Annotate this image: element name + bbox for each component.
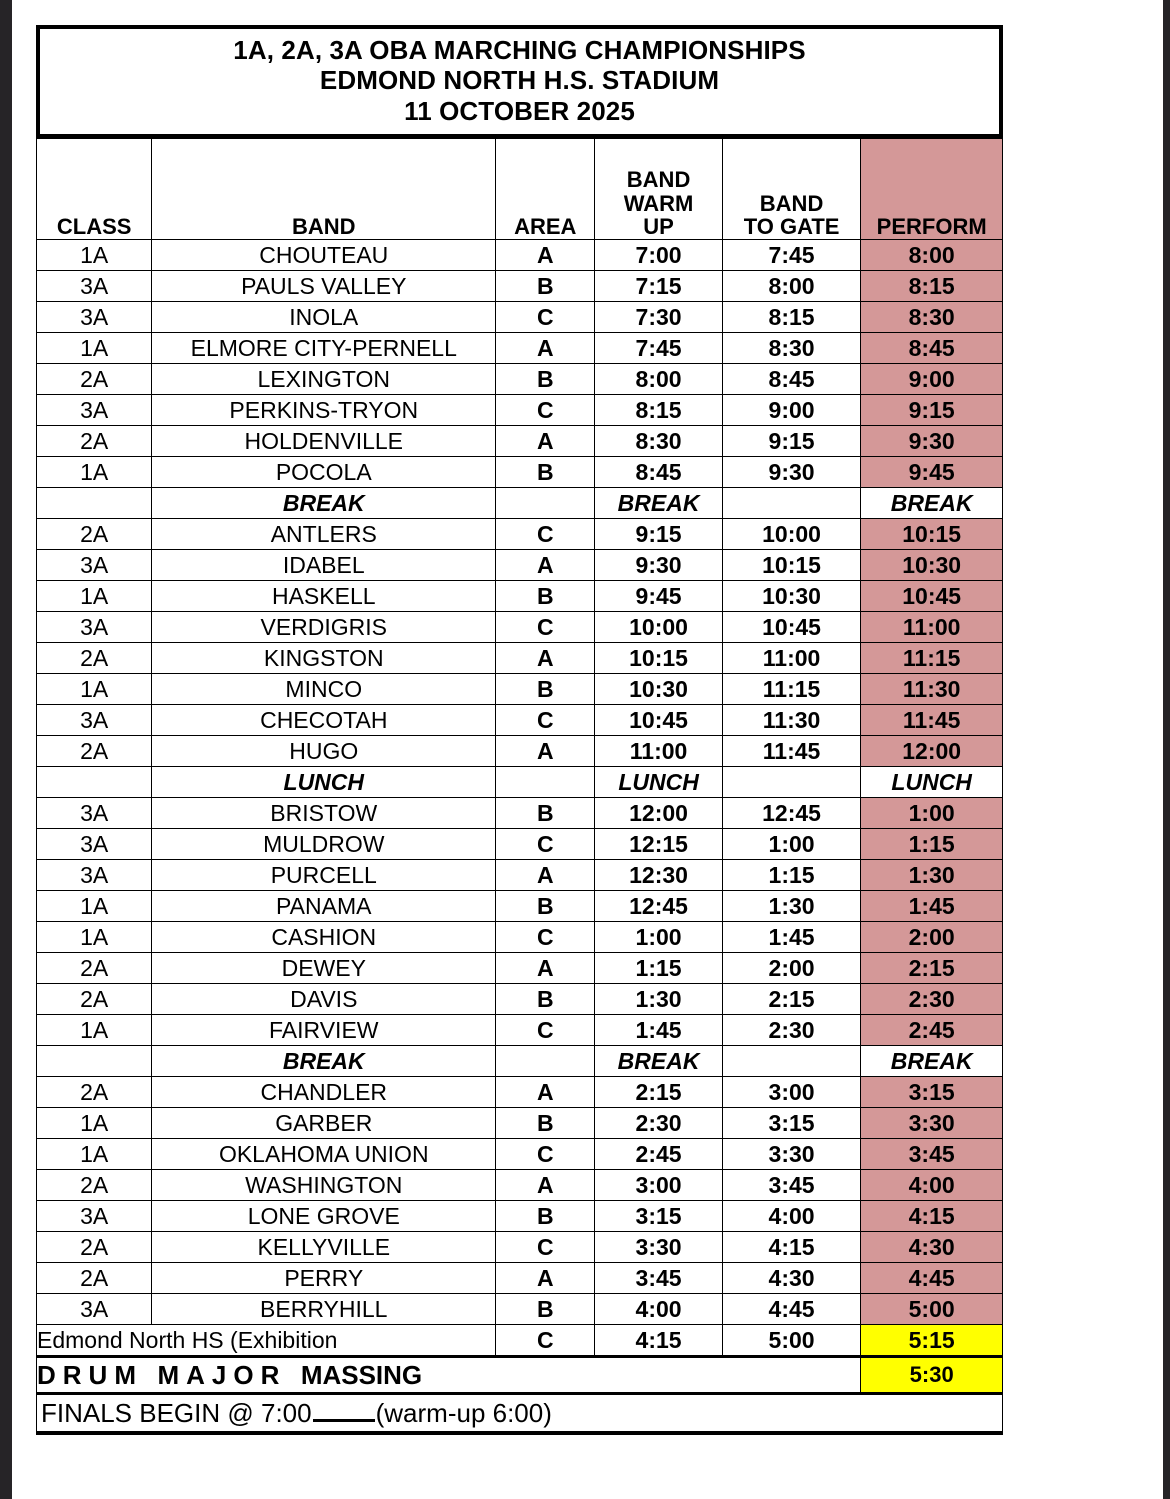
header-area: AREA xyxy=(496,139,595,240)
row-band: POCOLA xyxy=(152,457,496,488)
row-warm-up: 7:00 xyxy=(595,240,722,271)
row-warm-up: 2:45 xyxy=(595,1139,722,1170)
exhibition-to-gate: 5:00 xyxy=(722,1325,861,1357)
table-row xyxy=(37,1263,1003,1294)
header-band-warm-up xyxy=(595,139,722,240)
row-perform: 10:15 xyxy=(861,519,1003,550)
row-warm-up: 7:15 xyxy=(595,271,722,302)
row-class: 2A xyxy=(37,426,152,457)
row-perform: 4:30 xyxy=(861,1232,1003,1263)
row-to-gate: 8:15 xyxy=(722,302,861,333)
row-area: C xyxy=(496,1015,595,1046)
row-warm-up: 3:30 xyxy=(595,1232,722,1263)
row-class: 3A xyxy=(37,1201,152,1232)
row-to-gate xyxy=(722,1046,861,1077)
row-area: C xyxy=(496,395,595,426)
row-warm-up: 3:45 xyxy=(595,1263,722,1294)
row-to-gate: 11:45 xyxy=(722,736,861,767)
row-to-gate: 10:45 xyxy=(722,612,861,643)
row-area xyxy=(496,767,595,798)
row-warm-up: 11:00 xyxy=(595,736,722,767)
row-band: BREAK xyxy=(152,488,496,519)
row-class: 3A xyxy=(37,705,152,736)
row-class: 3A xyxy=(37,860,152,891)
table-row xyxy=(37,674,1003,705)
header-band-to-gate xyxy=(722,139,861,240)
row-class: 1A xyxy=(37,240,152,271)
table-row xyxy=(37,953,1003,984)
row-to-gate: 11:00 xyxy=(722,643,861,674)
row-area: B xyxy=(496,798,595,829)
row-perform: 9:00 xyxy=(861,364,1003,395)
row-warm-up: 12:30 xyxy=(595,860,722,891)
row-area: B xyxy=(496,364,595,395)
row-area: A xyxy=(496,240,595,271)
massing-time: 5:30 xyxy=(861,1357,1003,1394)
row-band: LUNCH xyxy=(152,767,496,798)
table-row xyxy=(37,1077,1003,1108)
row-band: CHANDLER xyxy=(152,1077,496,1108)
row-class: 2A xyxy=(37,364,152,395)
row-warm-up: 1:30 xyxy=(595,984,722,1015)
row-area xyxy=(496,1046,595,1077)
row-warm-up: 9:30 xyxy=(595,550,722,581)
row-perform: 4:00 xyxy=(861,1170,1003,1201)
header-warm-line-1: BAND xyxy=(626,166,691,192)
row-perform: 3:15 xyxy=(861,1077,1003,1108)
row-to-gate: 4:00 xyxy=(722,1201,861,1232)
row-to-gate: 4:30 xyxy=(722,1263,861,1294)
title-line-2: EDMOND NORTH H.S. STADIUM xyxy=(319,65,720,96)
row-to-gate: 4:15 xyxy=(722,1232,861,1263)
row-class: 2A xyxy=(37,953,152,984)
table-row xyxy=(37,612,1003,643)
row-perform: 3:45 xyxy=(861,1139,1003,1170)
finals-text-before: FINALS BEGIN @ 7:00 xyxy=(41,1397,312,1428)
row-warm-up: 3:00 xyxy=(595,1170,722,1201)
row-area: B xyxy=(496,891,595,922)
finals-row xyxy=(37,1394,1003,1434)
row-band: BREAK xyxy=(152,1046,496,1077)
row-area: C xyxy=(496,922,595,953)
table-row xyxy=(37,984,1003,1015)
row-to-gate: 8:00 xyxy=(722,271,861,302)
break-row xyxy=(37,1046,1003,1077)
table-row xyxy=(37,736,1003,767)
row-perform: 12:00 xyxy=(861,736,1003,767)
table-row xyxy=(37,240,1003,271)
document-page xyxy=(12,0,1163,1499)
row-area: B xyxy=(496,581,595,612)
table-row xyxy=(37,1139,1003,1170)
row-band: KELLYVILLE xyxy=(152,1232,496,1263)
exhibition-label: Edmond North HS (Exhibition xyxy=(37,1325,496,1357)
row-warm-up: 8:30 xyxy=(595,426,722,457)
row-perform: BREAK xyxy=(861,488,1003,519)
table-row xyxy=(37,426,1003,457)
row-perform: 11:15 xyxy=(861,643,1003,674)
header-gate-line-2: TO GATE xyxy=(743,214,840,240)
schedule-sheet xyxy=(36,25,1003,1435)
header-warm-line-3: UP xyxy=(643,214,674,240)
row-area: C xyxy=(496,1139,595,1170)
table-row xyxy=(37,1232,1003,1263)
exhibition-area: C xyxy=(496,1325,595,1357)
table-row xyxy=(37,1015,1003,1046)
table-row xyxy=(37,519,1003,550)
row-to-gate: 8:30 xyxy=(722,333,861,364)
row-band: PURCELL xyxy=(152,860,496,891)
row-band: MULDROW xyxy=(152,829,496,860)
row-warm-up: 8:15 xyxy=(595,395,722,426)
row-class: 2A xyxy=(37,519,152,550)
table-footer-rows xyxy=(37,1325,1003,1434)
row-class: 3A xyxy=(37,1294,152,1325)
row-area: C xyxy=(496,829,595,860)
row-perform: 9:30 xyxy=(861,426,1003,457)
row-area: A xyxy=(496,333,595,364)
row-class xyxy=(37,767,152,798)
row-area xyxy=(496,488,595,519)
row-to-gate: 1:15 xyxy=(722,860,861,891)
header-class: CLASS xyxy=(37,139,152,240)
row-perform: 5:00 xyxy=(861,1294,1003,1325)
row-band: FAIRVIEW xyxy=(152,1015,496,1046)
row-class: 1A xyxy=(37,891,152,922)
table-row xyxy=(37,1294,1003,1325)
row-band: CHECOTAH xyxy=(152,705,496,736)
schedule-table xyxy=(36,138,1003,1435)
row-band: LEXINGTON xyxy=(152,364,496,395)
row-perform: 10:30 xyxy=(861,550,1003,581)
row-class: 1A xyxy=(37,333,152,364)
row-class: 3A xyxy=(37,271,152,302)
row-warm-up: 7:30 xyxy=(595,302,722,333)
table-row xyxy=(37,395,1003,426)
row-class: 3A xyxy=(37,612,152,643)
table-row xyxy=(37,271,1003,302)
row-band: HOLDENVILLE xyxy=(152,426,496,457)
row-perform: 2:00 xyxy=(861,922,1003,953)
row-band: LONE GROVE xyxy=(152,1201,496,1232)
row-perform: 8:45 xyxy=(861,333,1003,364)
row-class: 2A xyxy=(37,984,152,1015)
row-area: C xyxy=(496,705,595,736)
drum-major-massing-row xyxy=(37,1357,1003,1394)
row-perform: 9:45 xyxy=(861,457,1003,488)
row-perform: 2:45 xyxy=(861,1015,1003,1046)
row-to-gate: 8:45 xyxy=(722,364,861,395)
table-row xyxy=(37,302,1003,333)
row-band: PAULS VALLEY xyxy=(152,271,496,302)
row-warm-up: 10:15 xyxy=(595,643,722,674)
header-band: BAND xyxy=(152,139,496,240)
row-perform: 4:15 xyxy=(861,1201,1003,1232)
row-warm-up: 10:00 xyxy=(595,612,722,643)
row-band: KINGSTON xyxy=(152,643,496,674)
header-perform: PERFORM xyxy=(861,139,1003,240)
row-to-gate: 9:15 xyxy=(722,426,861,457)
row-class: 2A xyxy=(37,643,152,674)
row-band: VERDIGRIS xyxy=(152,612,496,643)
row-area: A xyxy=(496,1263,595,1294)
header-row xyxy=(37,139,1003,240)
row-to-gate: 1:45 xyxy=(722,922,861,953)
table-row xyxy=(37,705,1003,736)
row-to-gate: 10:00 xyxy=(722,519,861,550)
row-class xyxy=(37,1046,152,1077)
row-band: IDABEL xyxy=(152,550,496,581)
row-to-gate xyxy=(722,488,861,519)
row-warm-up: 2:30 xyxy=(595,1108,722,1139)
break-row xyxy=(37,767,1003,798)
table-row xyxy=(37,457,1003,488)
row-area: B xyxy=(496,984,595,1015)
row-band: CHOUTEAU xyxy=(152,240,496,271)
row-warm-up: 9:15 xyxy=(595,519,722,550)
row-to-gate: 12:45 xyxy=(722,798,861,829)
title-block xyxy=(36,25,1003,138)
table-row xyxy=(37,333,1003,364)
row-perform: LUNCH xyxy=(861,767,1003,798)
row-class xyxy=(37,488,152,519)
row-to-gate: 2:00 xyxy=(722,953,861,984)
row-band: DEWEY xyxy=(152,953,496,984)
row-band: BRISTOW xyxy=(152,798,496,829)
row-band: HUGO xyxy=(152,736,496,767)
row-band: INOLA xyxy=(152,302,496,333)
row-warm-up: 1:00 xyxy=(595,922,722,953)
row-band: BERRYHILL xyxy=(152,1294,496,1325)
row-area: C xyxy=(496,1232,595,1263)
row-to-gate: 9:00 xyxy=(722,395,861,426)
table-row xyxy=(37,643,1003,674)
table-row xyxy=(37,891,1003,922)
title-line-3: 11 OCTOBER 2025 xyxy=(404,95,635,126)
row-warm-up: 8:00 xyxy=(595,364,722,395)
row-class: 1A xyxy=(37,922,152,953)
row-to-gate: 3:30 xyxy=(722,1139,861,1170)
table-row xyxy=(37,581,1003,612)
row-area: A xyxy=(496,426,595,457)
row-area: A xyxy=(496,550,595,581)
row-area: A xyxy=(496,1170,595,1201)
row-warm-up: 3:15 xyxy=(595,1201,722,1232)
row-class: 2A xyxy=(37,1232,152,1263)
row-perform: BREAK xyxy=(861,1046,1003,1077)
row-band: WASHINGTON xyxy=(152,1170,496,1201)
row-class: 2A xyxy=(37,1077,152,1108)
row-band: ANTLERS xyxy=(152,519,496,550)
row-warm-up: 1:15 xyxy=(595,953,722,984)
table-row xyxy=(37,1170,1003,1201)
row-to-gate: 11:15 xyxy=(722,674,861,705)
row-area: A xyxy=(496,1077,595,1108)
row-to-gate: 1:00 xyxy=(722,829,861,860)
row-band: PERKINS-TRYON xyxy=(152,395,496,426)
row-to-gate: 2:15 xyxy=(722,984,861,1015)
row-perform: 8:15 xyxy=(861,271,1003,302)
finals-text-after: (warm-up 6:00) xyxy=(375,1397,552,1428)
row-area: A xyxy=(496,643,595,674)
row-to-gate xyxy=(722,767,861,798)
row-warm-up: LUNCH xyxy=(595,767,722,798)
row-to-gate: 10:30 xyxy=(722,581,861,612)
row-perform: 11:30 xyxy=(861,674,1003,705)
row-area: C xyxy=(496,302,595,333)
table-row xyxy=(37,1108,1003,1139)
row-to-gate: 7:45 xyxy=(722,240,861,271)
row-band: GARBER xyxy=(152,1108,496,1139)
header-gate-line-1: BAND xyxy=(759,190,824,216)
finals-note xyxy=(37,1394,1003,1434)
row-perform: 8:30 xyxy=(861,302,1003,333)
row-class: 1A xyxy=(37,457,152,488)
table-row xyxy=(37,922,1003,953)
row-perform: 1:30 xyxy=(861,860,1003,891)
row-area: A xyxy=(496,860,595,891)
row-to-gate: 4:45 xyxy=(722,1294,861,1325)
header-warm-line-2: WARM xyxy=(623,190,694,216)
row-warm-up: 4:00 xyxy=(595,1294,722,1325)
massing-word-3: MASSING xyxy=(300,1359,423,1390)
row-area: B xyxy=(496,271,595,302)
row-band: OKLAHOMA UNION xyxy=(152,1139,496,1170)
row-class: 3A xyxy=(37,395,152,426)
table-row xyxy=(37,860,1003,891)
row-to-gate: 9:30 xyxy=(722,457,861,488)
row-warm-up: 2:15 xyxy=(595,1077,722,1108)
row-perform: 8:00 xyxy=(861,240,1003,271)
row-band: MINCO xyxy=(152,674,496,705)
row-class: 3A xyxy=(37,798,152,829)
row-class: 3A xyxy=(37,302,152,333)
row-warm-up: 9:45 xyxy=(595,581,722,612)
row-perform: 10:45 xyxy=(861,581,1003,612)
finals-blank-line xyxy=(313,1401,375,1422)
row-warm-up: 12:15 xyxy=(595,829,722,860)
row-class: 1A xyxy=(37,674,152,705)
row-area: B xyxy=(496,1201,595,1232)
row-class: 3A xyxy=(37,829,152,860)
row-warm-up: 8:45 xyxy=(595,457,722,488)
row-class: 2A xyxy=(37,736,152,767)
row-perform: 2:15 xyxy=(861,953,1003,984)
row-perform: 1:45 xyxy=(861,891,1003,922)
row-area: C xyxy=(496,519,595,550)
table-row xyxy=(37,1201,1003,1232)
row-to-gate: 3:00 xyxy=(722,1077,861,1108)
row-class: 1A xyxy=(37,1139,152,1170)
row-warm-up: BREAK xyxy=(595,488,722,519)
row-perform: 1:00 xyxy=(861,798,1003,829)
row-band: PANAMA xyxy=(152,891,496,922)
row-perform: 9:15 xyxy=(861,395,1003,426)
exhibition-row xyxy=(37,1325,1003,1357)
row-class: 1A xyxy=(37,581,152,612)
massing-word-1: DRUM xyxy=(37,1359,143,1390)
row-to-gate: 11:30 xyxy=(722,705,861,736)
row-class: 1A xyxy=(37,1108,152,1139)
row-to-gate: 1:30 xyxy=(722,891,861,922)
row-area: B xyxy=(496,674,595,705)
exhibition-perform: 5:15 xyxy=(861,1325,1003,1357)
row-area: A xyxy=(496,953,595,984)
break-row xyxy=(37,488,1003,519)
row-band: PERRY xyxy=(152,1263,496,1294)
massing-word-2: MAJOR xyxy=(157,1359,287,1390)
row-warm-up: 10:45 xyxy=(595,705,722,736)
row-area: A xyxy=(496,736,595,767)
row-band: CASHION xyxy=(152,922,496,953)
row-perform: 3:30 xyxy=(861,1108,1003,1139)
table-row xyxy=(37,798,1003,829)
row-warm-up: 12:45 xyxy=(595,891,722,922)
row-class: 1A xyxy=(37,1015,152,1046)
table-header xyxy=(37,139,1003,240)
table-row xyxy=(37,550,1003,581)
exhibition-warm-up: 4:15 xyxy=(595,1325,722,1357)
row-area: B xyxy=(496,1108,595,1139)
row-perform: 2:30 xyxy=(861,984,1003,1015)
row-area: C xyxy=(496,612,595,643)
row-band: ELMORE CITY-PERNELL xyxy=(152,333,496,364)
row-class: 2A xyxy=(37,1170,152,1201)
row-to-gate: 2:30 xyxy=(722,1015,861,1046)
table-body xyxy=(37,240,1003,1325)
row-class: 2A xyxy=(37,1263,152,1294)
row-perform: 1:15 xyxy=(861,829,1003,860)
row-to-gate: 3:15 xyxy=(722,1108,861,1139)
row-perform: 11:45 xyxy=(861,705,1003,736)
row-band: HASKELL xyxy=(152,581,496,612)
row-area: B xyxy=(496,1294,595,1325)
row-perform: 4:45 xyxy=(861,1263,1003,1294)
row-warm-up: 1:45 xyxy=(595,1015,722,1046)
row-perform: 11:00 xyxy=(861,612,1003,643)
row-to-gate: 10:15 xyxy=(722,550,861,581)
row-warm-up: 7:45 xyxy=(595,333,722,364)
row-class: 3A xyxy=(37,550,152,581)
table-row xyxy=(37,829,1003,860)
row-to-gate: 3:45 xyxy=(722,1170,861,1201)
row-warm-up: 10:30 xyxy=(595,674,722,705)
row-area: B xyxy=(496,457,595,488)
massing-label xyxy=(37,1357,861,1394)
row-warm-up: BREAK xyxy=(595,1046,722,1077)
row-band: DAVIS xyxy=(152,984,496,1015)
title-line-1: 1A, 2A, 3A OBA MARCHING CHAMPIONSHIPS xyxy=(233,35,806,65)
table-row xyxy=(37,364,1003,395)
row-warm-up: 12:00 xyxy=(595,798,722,829)
